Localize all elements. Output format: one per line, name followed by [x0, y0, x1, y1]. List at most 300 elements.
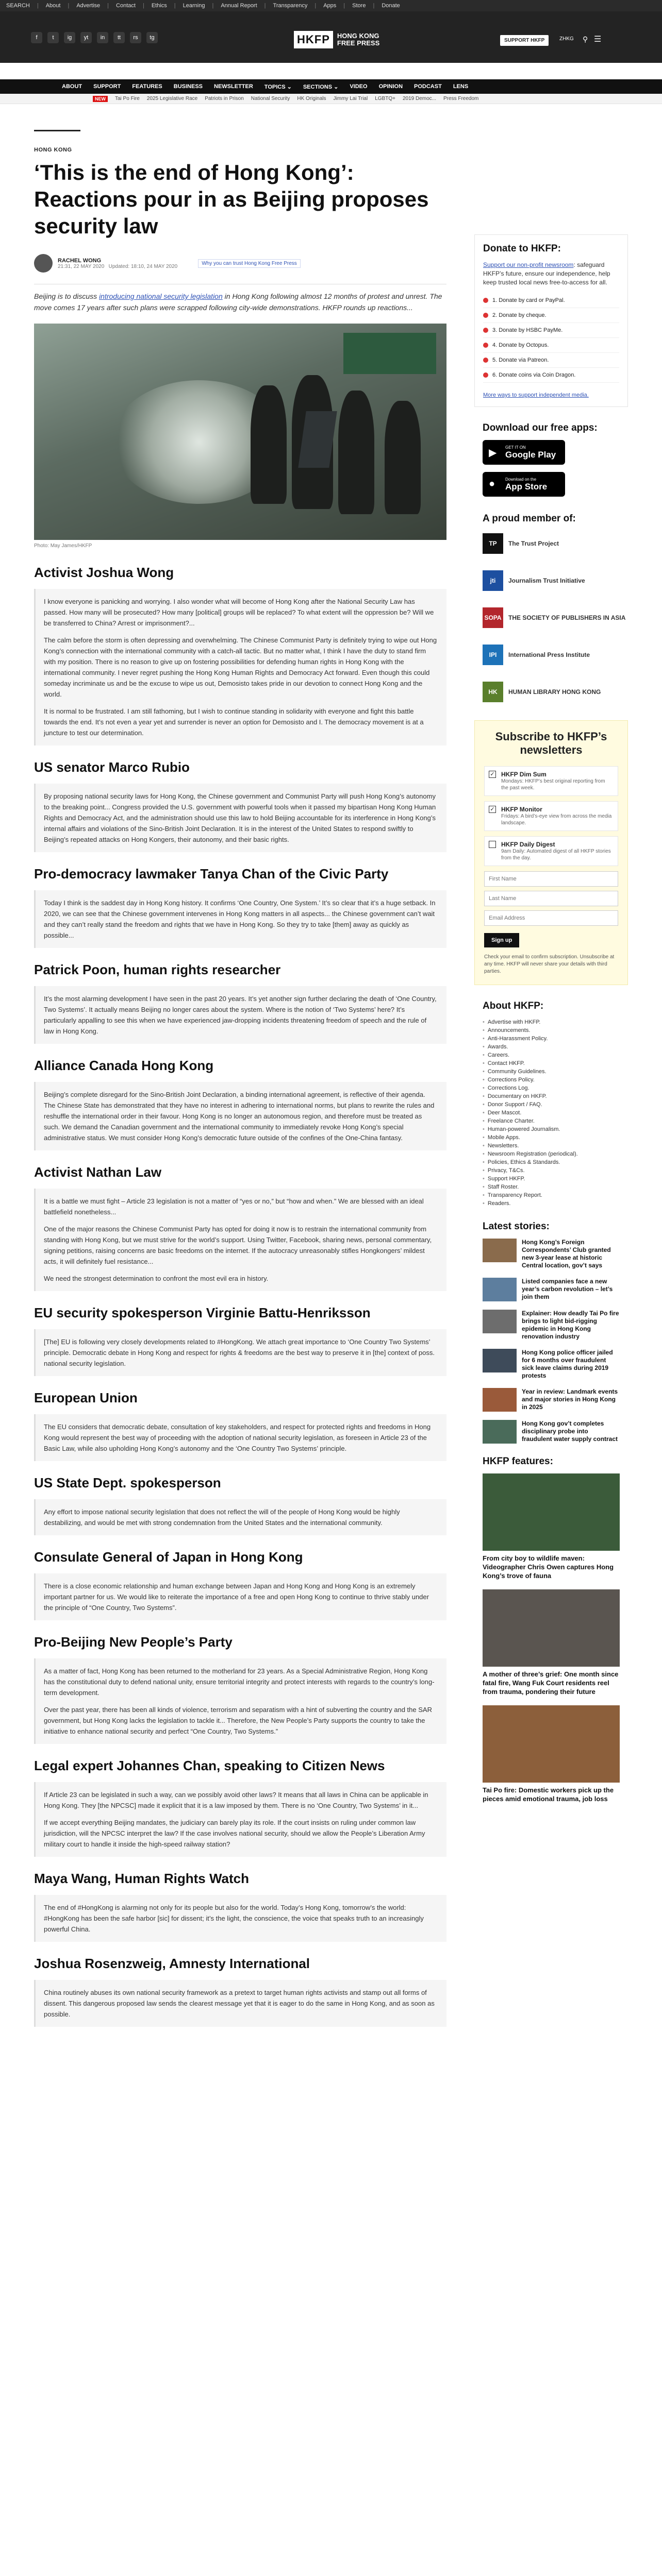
- newsletter-options: [484, 766, 618, 866]
- topbar-apps[interactable]: Apps: [323, 3, 337, 9]
- newsletter-checkbox[interactable]: [489, 841, 496, 848]
- feature-image: [483, 1705, 620, 1783]
- trending-item[interactable]: Patriots in Prison: [205, 96, 244, 101]
- trust-link[interactable]: Why you can trust Hong Kong Free Press: [198, 259, 301, 268]
- topbar-advertise[interactable]: Advertise: [76, 3, 101, 9]
- donate-option[interactable]: [483, 368, 619, 383]
- reaction-block: [34, 866, 446, 948]
- about-hkfp: [474, 1001, 628, 1208]
- reaction-block: [34, 1955, 446, 2027]
- feature-card[interactable]: [483, 1473, 620, 1580]
- tiktok-icon[interactable]: tt: [113, 32, 125, 43]
- app-store-button[interactable]: [483, 472, 565, 497]
- first-name-input[interactable]: [484, 871, 618, 887]
- nav-business[interactable]: BUSINESS: [173, 83, 203, 90]
- about-link[interactable]: [483, 1026, 620, 1035]
- bullet-icon: •: [483, 1200, 485, 1207]
- publish-date-value: 21:31, 22 MAY 2020: [58, 263, 105, 269]
- site-logo[interactable]: [294, 31, 379, 48]
- about-link-label: Awards.: [487, 1044, 508, 1050]
- memberships: [474, 513, 628, 705]
- quote-paragraph: Any effort to impose national security legislation that does not reflect the will of the people of Hong Kong would be highly destabilizing, and would be met with strong condemnation from the United States and the international community.: [44, 1508, 400, 1527]
- member-name: HUMAN LIBRARY HONG KONG: [508, 688, 601, 696]
- about-link-label: Careers.: [487, 1052, 510, 1058]
- nav-support[interactable]: SUPPORT: [93, 83, 121, 90]
- photo-sign: [343, 333, 436, 374]
- newsletter-option[interactable]: [484, 766, 618, 796]
- author-avatar: [34, 254, 53, 273]
- quote-paragraph: I know everyone is panicking and worrying. I also wonder what will become of Hong Kong after the National Security Law has passed. How many will be prosecuted? How many [political] groups will be replaced? To what extent will the oppression be? Will we be transferred to China? Arrest or imprisonment?...: [44, 598, 434, 627]
- google-play-small-label: GET IT ON: [505, 445, 526, 450]
- story-thumbnail: [483, 1420, 517, 1444]
- reaction-block: [34, 1549, 446, 1620]
- story-thumbnail: [483, 1349, 517, 1372]
- google-play-icon: ▶: [489, 447, 497, 459]
- social-links: [31, 32, 158, 43]
- quote-paragraph: It’s the most alarming development I have seen in the past 20 years. It’s yet another sign further declaring the death of ‘One Country, Two Systems’. It actually means Beijing no longer cares about the system. Where is the notion of ‘Two Systems’ here? It’s particularly appalling to see this when we have experienced jaw-dropping incidents threatening freedom of speech and the rule of law in Hong Kong.: [44, 995, 437, 1035]
- utility-bar: SEARCH | About | Advertise | Contact | Ethics | Learning | Annual Report | Transparency | Apps | Store | Donate: [0, 0, 662, 11]
- bullet-icon: •: [483, 1151, 485, 1157]
- about-link-label: Support HKFP.: [487, 1176, 525, 1182]
- reaction-quote: [34, 784, 446, 852]
- bullet-icon: •: [483, 1167, 485, 1174]
- member-logo[interactable]: [483, 679, 628, 705]
- trending-item[interactable]: National Security: [251, 96, 290, 101]
- about-link[interactable]: [483, 1142, 620, 1150]
- about-link-label: Advertise with HKFP.: [487, 1019, 541, 1025]
- reaction-quote: [34, 1782, 446, 1857]
- bullet-icon: •: [483, 1019, 485, 1025]
- quote-paragraph: [The] EU is following very closely developments related to #HongKong. We attach great importance to ‘One Country Two Systems’ principle. Democratic debate in Hong Kong and respect for rights & freedoms are the best way to preserve it in [the] context of poss. national security legislation.: [44, 1338, 435, 1367]
- donate-support-link[interactable]: Support our non-profit newsroom: [483, 261, 574, 268]
- support-hkfp-button[interactable]: SUPPORT HKFP: [500, 35, 549, 46]
- about-link[interactable]: [483, 1125, 620, 1133]
- newsletter-option-desc: Fridays: A bird’s-eye view from across the media landscape.: [501, 814, 612, 826]
- about-link[interactable]: [483, 1100, 620, 1109]
- latest-story[interactable]: [483, 1388, 620, 1412]
- topbar-search[interactable]: SEARCH: [6, 3, 30, 9]
- about-link-label: Mobile Apps.: [487, 1134, 520, 1141]
- about-link[interactable]: [483, 1158, 620, 1166]
- newsletter-option[interactable]: [484, 836, 618, 866]
- about-link-label: Donor Support / FAQ.: [487, 1101, 542, 1108]
- about-link-label: Policies, Ethics & Standards.: [487, 1159, 560, 1165]
- newsletter-checkbox[interactable]: ✓: [489, 771, 496, 778]
- trending-item[interactable]: LGBTQ+: [375, 96, 395, 101]
- latest-story[interactable]: [483, 1239, 620, 1269]
- reaction-quote: [34, 1895, 446, 1942]
- trending-item[interactable]: HK Originals: [297, 96, 326, 101]
- newsletter-checkbox[interactable]: ✓: [489, 806, 496, 813]
- feature-card[interactable]: [483, 1705, 620, 1803]
- about-link-label: Readers.: [487, 1200, 511, 1207]
- bullet-icon: •: [483, 1027, 485, 1033]
- newsletter-option-title: HKFP Dim Sum: [501, 771, 547, 778]
- linkedin-icon[interactable]: in: [97, 32, 108, 43]
- reaction-quote: [34, 1573, 446, 1620]
- bullet-icon: •: [483, 1110, 485, 1116]
- reaction-heading: Joshua Rosenzweig, Amnesty International: [34, 1956, 310, 1971]
- latest-story[interactable]: [483, 1420, 620, 1444]
- reaction-heading: Consulate General of Japan in Hong Kong: [34, 1549, 303, 1565]
- about-link-label: Deer Mascot.: [487, 1110, 522, 1116]
- nav-opinion[interactable]: OPINION: [378, 83, 403, 90]
- quote-paragraph: Today I think is the saddest day in Hong Kong history. It confirms ‘One Country, One System.’ It’s so clear that it’s a huge setback. In 2020, we can see that the Chinese government intervenes in Hong Kong matters in all aspects... the Chinese government can’t wait and they can’t really stand the freedom and rights that we have in Hong Kong. So they try to take [them] away as quickly as possible...: [44, 899, 436, 939]
- about-link-label: Corrections Log.: [487, 1085, 529, 1091]
- donate-icon: [483, 343, 488, 348]
- nav-video[interactable]: VIDEO: [350, 83, 368, 90]
- about-list: [483, 1018, 620, 1208]
- quote-paragraph: One of the major reasons the Chinese Communist Party has opted for doing it now is to restrain the international community from standing with Hong Kong, but we must strive for the world’s support. Using Twitter, Facebook, sharing news, personal commentary, signing petitions, raising concerns are basic freedoms on the internet. If the autocracy unreasonably stifles Hongkongers’ mildest acts, it will definitely fuel resistance...: [44, 1225, 432, 1265]
- newsletter-option-text: [501, 771, 614, 791]
- byline: [34, 254, 446, 273]
- topbar-transparency[interactable]: Transparency: [273, 3, 308, 9]
- quote-paragraph: The EU considers that democratic debate, consultation of key stakeholders, and respect for protected rights and freedoms in Hong Kong would represent the best way of proceeding with the adoption of national security legislation, as foreseen in Article 23 of the Basic Law, while also upholding Hong Kong’s autonomy and the ‘One Country Two Systems’ principle.: [44, 1423, 431, 1452]
- about-link-label: Human-powered Journalism.: [487, 1126, 560, 1132]
- quote-paragraph: We need the strongest determination to confront the most evil era in history.: [44, 1275, 269, 1282]
- quote-paragraph: The calm before the storm is often depressing and overwhelming. The Chinese Communist Party is definitely trying to wipe out Hong Kong’s connection with the international community with a catch-all tactic. But no matter what, I think I have the duty to stand firm with my position. There is no reason to give up on fostering possibilities for defending human rights in Hong Kong with the international community. I never regret pushing the Hong Kong Human Rights and Democracy Act forward. Even though this could someday incriminate us and be the excuse to wipe us out, Demosisto takes pride in our devotion to connect Hong Kong and the world.: [44, 636, 437, 698]
- app-store-label: App Store: [505, 481, 548, 492]
- quote-paragraph: The end of #HongKong is alarming not only for its people but also for the world. Today’s Hong Kong, tomorrow’s the world: #HongKong has been the safe harbor [sic] for dissent; it’s the light, the conscience, the voice that speaks truth to an increasingly powerful China.: [44, 1904, 424, 1933]
- donate-option-label: 4. Donate by Octopus.: [492, 342, 549, 348]
- byline-text: [58, 258, 177, 269]
- reaction-block: [34, 1634, 446, 1744]
- about-link-label: Contact HKFP.: [487, 1060, 525, 1066]
- member-logo[interactable]: [483, 568, 628, 594]
- nav-sections[interactable]: SECTIONS ⌄: [303, 83, 339, 90]
- reaction-block: [34, 759, 446, 852]
- about-link[interactable]: [483, 1150, 620, 1158]
- donate-option[interactable]: [483, 308, 619, 323]
- story-title: Year in review: Landmark events and major stories in Hong Kong in 2025: [522, 1388, 618, 1411]
- lead-link[interactable]: introducing national security legislation: [99, 292, 223, 300]
- bullet-icon: •: [483, 1118, 485, 1124]
- sign-up-button[interactable]: Sign up: [484, 933, 519, 947]
- member-name: THE SOCIETY OF PUBLISHERS IN ASIA: [508, 614, 626, 621]
- reaction-quote: [34, 1658, 446, 1744]
- reaction-block: [34, 1057, 446, 1150]
- latest-stories: [474, 1221, 628, 1803]
- reaction-quote: [34, 1499, 446, 1535]
- bullet-icon: •: [483, 1077, 485, 1083]
- photo-figure: [251, 385, 287, 504]
- article: [34, 130, 446, 2040]
- about-link[interactable]: [483, 1035, 620, 1043]
- reaction-heading: EU security spokesperson Virginie Battu-Henriksson: [34, 1305, 371, 1320]
- reaction-quote: [34, 1189, 446, 1291]
- reaction-block: [34, 1164, 446, 1291]
- reaction-heading: Alliance Canada Hong Kong: [34, 1058, 214, 1073]
- newsletter-option-title: HKFP Monitor: [501, 806, 542, 813]
- story-title: Hong Kong police officer jailed for 6 months over fraudulent sick leave claims during 2019 protests: [522, 1349, 613, 1379]
- author-name[interactable]: RACHEL WONG: [58, 257, 102, 264]
- nav-lens[interactable]: LENS: [453, 83, 469, 90]
- donate-icon: [483, 358, 488, 363]
- donate-option[interactable]: [483, 353, 619, 368]
- about-link-label: Community Guidelines.: [487, 1069, 547, 1075]
- feature-title: From city boy to wildlife maven: Videographer Chris Owen captures Hong Kong’s trove of fauna: [483, 1554, 614, 1580]
- instagram-icon[interactable]: ig: [64, 32, 75, 43]
- quote-paragraph: It is a battle we must fight – Article 23 legislation is not a matter of “yes or no,” but “how and when.” We are blessed with an ideal battlefield nonetheless...: [44, 1197, 424, 1216]
- bullet-icon: •: [483, 1159, 485, 1165]
- about-link[interactable]: [483, 1175, 620, 1183]
- about-link[interactable]: [483, 1084, 620, 1092]
- topbar-about[interactable]: About: [45, 3, 61, 9]
- trending-item[interactable]: 2019 Democ...: [402, 96, 437, 101]
- apps-title: Download our free apps:: [483, 422, 598, 433]
- member-name: International Press Institute: [508, 651, 590, 658]
- photo-figure: [385, 401, 421, 514]
- donate-box: [474, 234, 628, 407]
- reaction-quote: [34, 1414, 446, 1461]
- story-title: Hong Kong’s Foreign Correspondents’ Club granted new 3-year lease at historic Central location, gov’t says: [522, 1239, 611, 1269]
- quote-paragraph: Over the past year, there has been all kinds of violence, terrorism and separatism with a hint of subverting the country and the SAR government, but Hong Kong lacks the legislation to tackle it... Therefore, the New People’s Party supports the country to take the initiative to enhance national security and perfect “One Country, Two Systems.”: [44, 1706, 432, 1735]
- newsletter-option-desc: Mondays: HKFP’s best original reporting from the past week.: [501, 778, 605, 791]
- newsletter-signup: [474, 720, 628, 985]
- about-link[interactable]: [483, 1043, 620, 1051]
- google-play-label: Google Play: [505, 449, 556, 460]
- donate-description: : safeguard HKFP’s future, ensure our independence, help keep trusted local news free-to-access for all.: [483, 261, 610, 286]
- story-title: Listed companies face a new year’s carbon revolution – let’s join them: [522, 1278, 613, 1300]
- newsletter-option-text: [501, 841, 614, 861]
- trending-item[interactable]: Press Freedom: [443, 96, 479, 101]
- about-link[interactable]: [483, 1166, 620, 1175]
- donate-icon: [483, 372, 488, 378]
- about-link[interactable]: [483, 1076, 620, 1084]
- about-link[interactable]: [483, 1133, 620, 1142]
- donate-option[interactable]: [483, 338, 619, 353]
- logo-text: [337, 32, 379, 47]
- about-link-label: Newsroom Registration (periodical).: [487, 1151, 578, 1157]
- story-thumbnail: [483, 1239, 517, 1262]
- trending-nav: [0, 94, 662, 104]
- reaction-heading: Patrick Poon, human rights researcher: [34, 962, 281, 977]
- hamburger-menu-icon[interactable]: ☰: [594, 35, 602, 44]
- reaction-quote: [34, 1980, 446, 2027]
- reaction-heading: Activist Joshua Wong: [34, 565, 174, 580]
- bullet-icon: •: [483, 1060, 485, 1066]
- nav-podcast[interactable]: PODCAST: [414, 83, 442, 90]
- reaction-heading: US senator Marco Rubio: [34, 759, 190, 775]
- latest-title: Latest stories:: [483, 1221, 550, 1232]
- story-thumbnail: [483, 1310, 517, 1333]
- member-logo-mark: TP: [483, 533, 503, 554]
- member-logo[interactable]: [483, 642, 628, 668]
- latest-story[interactable]: [483, 1310, 620, 1341]
- reaction-block: [34, 1475, 446, 1535]
- features-list: [483, 1473, 620, 1803]
- bullet-icon: •: [483, 1192, 485, 1198]
- bullet-icon: •: [483, 1052, 485, 1058]
- about-link-label: Staff Roster.: [487, 1184, 519, 1190]
- google-play-button[interactable]: [483, 440, 565, 465]
- reaction-heading: Pro-democracy lawmaker Tanya Chan of the Civic Party: [34, 866, 389, 882]
- about-link[interactable]: [483, 1191, 620, 1199]
- logo-line-2: FREE PRESS: [337, 39, 380, 47]
- nav-about[interactable]: ABOUT: [62, 83, 82, 90]
- about-title: About HKFP:: [483, 1001, 544, 1011]
- about-link-label: Corrections Policy.: [487, 1077, 535, 1083]
- topbar-donate[interactable]: Donate: [382, 3, 400, 9]
- bullet-icon: •: [483, 1069, 485, 1075]
- donate-icon: [483, 328, 488, 333]
- about-link[interactable]: [483, 1018, 620, 1026]
- more-ways-link[interactable]: More ways to support independent media.: [483, 392, 589, 398]
- feature-image: [483, 1589, 620, 1667]
- article-title: ‘This is the end of Hong Kong’: Reactions pour in as Beijing proposes security law: [34, 160, 429, 238]
- about-link[interactable]: [483, 1067, 620, 1076]
- telegram-icon[interactable]: tg: [146, 32, 158, 43]
- topbar-annual-report[interactable]: Annual Report: [221, 3, 257, 9]
- story-thumbnail: [483, 1278, 517, 1301]
- about-link-label: Anti-Harassment Policy.: [487, 1036, 548, 1042]
- apps-section: [474, 422, 628, 497]
- bullet-icon: •: [483, 1085, 485, 1091]
- lead-text-start: Beijing is to discuss: [34, 292, 100, 300]
- sidebar: [474, 234, 628, 1812]
- publish-date: [58, 264, 177, 269]
- bullet-icon: •: [483, 1143, 485, 1149]
- donate-option[interactable]: [483, 323, 619, 338]
- member-logo-mark: SOPA: [483, 607, 503, 628]
- topbar-learning[interactable]: Learning: [183, 3, 205, 9]
- bullet-icon: •: [483, 1036, 485, 1042]
- about-link-label: Documentary on HKFP.: [487, 1093, 547, 1099]
- member-logo-mark: HK: [483, 682, 503, 702]
- about-link-label: Transparency Report.: [487, 1192, 542, 1198]
- story-thumbnail: [483, 1388, 517, 1412]
- twitter-icon[interactable]: t: [47, 32, 59, 43]
- topbar-contact[interactable]: Contact: [116, 3, 136, 9]
- about-link-label: Freelance Charter.: [487, 1118, 535, 1124]
- quote-paragraph: If Article 23 can be legislated in such a way, can we possibly avoid other laws? It means that all laws in China can be applicable in Hong Kong. They [the NPCSC] made it explicit that it is a law imposed by them. There is no ‘One Country, Two Systems’ in it...: [44, 1791, 428, 1809]
- member-logo-mark: jti: [483, 570, 503, 591]
- trending-item[interactable]: Tai Po Fire: [115, 96, 140, 101]
- about-link[interactable]: [483, 1059, 620, 1067]
- reaction-quote: [34, 1082, 446, 1150]
- language-toggle[interactable]: ZHKG: [559, 36, 574, 42]
- reaction-block: [34, 1389, 446, 1461]
- search-icon[interactable]: ⚲: [583, 35, 588, 43]
- latest-list: [483, 1239, 620, 1444]
- quote-paragraph: If we accept everything Beijing mandates, the judiciary can barely play its role. If the court insists on ruling under common law jurisdiction, will the NPCSC interpret the law? If the case involves national security, should we allow the People’s Liberation Army military court to handle it inside the high-speed railway station?: [44, 1819, 425, 1848]
- donate-icon: [483, 298, 488, 303]
- section-label[interactable]: HONG KONG: [34, 147, 72, 153]
- bullet-icon: •: [483, 1101, 485, 1108]
- about-link[interactable]: [483, 1117, 620, 1125]
- about-link[interactable]: [483, 1199, 620, 1208]
- rss-icon[interactable]: rs: [130, 32, 141, 43]
- facebook-icon[interactable]: f: [31, 32, 42, 43]
- reaction-block: [34, 1870, 446, 1942]
- section-divider: [34, 130, 80, 131]
- feature-card[interactable]: [483, 1589, 620, 1696]
- hero-photo: [34, 324, 446, 540]
- topbar-ethics[interactable]: Ethics: [151, 3, 167, 9]
- reaction-quote: [34, 986, 446, 1044]
- donate-text: [483, 261, 619, 287]
- reaction-heading: European Union: [34, 1390, 138, 1405]
- about-link-label: Newsletters.: [487, 1143, 519, 1149]
- newsletter-option-desc: 9am Daily: Automated digest of all HKFP stories from the day.: [501, 849, 611, 861]
- app-store-small-label: Download on the: [505, 477, 537, 482]
- member-title: A proud member of:: [483, 513, 576, 524]
- email-input[interactable]: [484, 910, 618, 926]
- donate-options: [483, 293, 619, 383]
- member-logo[interactable]: [483, 605, 628, 631]
- features-title: HKFP features:: [483, 1456, 553, 1467]
- reaction-block: [34, 961, 446, 1044]
- trending-item[interactable]: 2025 Legislative Race: [146, 96, 198, 101]
- reaction-sections: [34, 564, 446, 2027]
- donate-title: Donate to HKFP:: [483, 243, 561, 254]
- about-link[interactable]: [483, 1183, 620, 1191]
- about-link[interactable]: [483, 1092, 620, 1100]
- reaction-quote: [34, 890, 446, 948]
- quote-paragraph: As a matter of fact, Hong Kong has been returned to the motherland for 23 years. As a Special Administrative Region, Hong Kong has the constitutional duty to defend national unity, ensure territorial integrity and protect interests with regards to the country’s long-term development.: [44, 1667, 435, 1697]
- reaction-block: [34, 1757, 446, 1857]
- bullet-icon: •: [483, 1176, 485, 1182]
- quote-paragraph: Beijing’s complete disregard for the Sino-British Joint Declaration, a binding international agreement, is reflective of their agenda. The Chinese State has demonstrated that they have no interest in adhering to international norms, but plans to rewrite the rules and reshuffle the international order in their favour. Hong Kong is no longer an autonomous region, and therefore must be treated as such. We demand the Canadian government and the international community to immediately revoke Hong Kong’s special administrative status. We must consider Hong Kong’s democratic future outside of the confines of the One-China fantasy.: [44, 1091, 435, 1142]
- member-logo-mark: IPI: [483, 645, 503, 665]
- reaction-block: [34, 564, 446, 745]
- feature-title: A mother of three’s grief: One month since fatal fire, Wang Fuk Court residents reel from trauma, pondering their future: [483, 1670, 619, 1696]
- about-link-label: Announcements.: [487, 1027, 531, 1033]
- donate-option-label: 6. Donate coins via Coin Dragon.: [492, 372, 576, 378]
- quote-paragraph: There is a close economic relationship and human exchange between Japan and Hong Kong and Hong Kong is an extremely important partner for us. We would like to reiterate the importance of a free and open Hong Kong to continue to thrive stably under the principle of “One Country, Two Systems”.: [44, 1582, 429, 1612]
- member-logo[interactable]: [483, 531, 628, 556]
- about-link[interactable]: [483, 1109, 620, 1117]
- updated-date: Updated: 18:10, 24 MAY 2020: [108, 263, 178, 269]
- trending-item[interactable]: Jimmy Lai Trial: [333, 96, 368, 101]
- nav-features[interactable]: FEATURES: [132, 83, 162, 90]
- apple-icon: ●: [489, 478, 495, 489]
- photo-caption: Photo: May James/HKFP: [34, 543, 92, 549]
- newsletter-note: Check your email to confirm subscription. Unsubscribe at any time. HKFP will never share your details with third parties.: [484, 954, 615, 974]
- member-list: [483, 531, 628, 705]
- quote-paragraph: By proposing national security laws for Hong Kong, the Chinese government and Communist Party will push Hong Kong’s autonomy to the breaking point... Congress provided the U.S. government with powerful tools when it passed my bipartisan Hong Kong Human Rights and Democracy Act, and the administration should use this law to hold Beijing accountable for its interference in Hong Kong’s internal affairs and violations of the Sino-British Joint Declaration. It is in the interest of the United States to respond swiftly to Beijing’s repeated attacks on Hong Kongers, their autonomy, and their basic rights.: [44, 792, 436, 843]
- reaction-quote: [34, 1329, 446, 1376]
- donate-option-label: 1. Donate by card or PayPal.: [492, 297, 565, 303]
- nav-topics[interactable]: TOPICS ⌄: [264, 83, 292, 90]
- topbar-store[interactable]: Store: [352, 3, 366, 9]
- story-title: Explainer: How deadly Tai Po fire brings to light bid-rigging epidemic in Hong Kong renovation industry: [522, 1310, 619, 1340]
- donate-icon: [483, 313, 488, 318]
- latest-story[interactable]: [483, 1278, 620, 1301]
- reaction-heading: Pro-Beijing New People’s Party: [34, 1634, 233, 1650]
- nav-newsletter[interactable]: NEWSLETTER: [214, 83, 253, 90]
- last-name-input[interactable]: [484, 891, 618, 906]
- story-title: Hong Kong gov’t completes disciplinary probe into fraudulent water supply contract: [522, 1420, 618, 1443]
- newsletter-option[interactable]: [484, 801, 618, 831]
- feature-image: [483, 1473, 620, 1551]
- logo-line-1: HONG KONG: [337, 32, 379, 40]
- donate-option[interactable]: [483, 293, 619, 308]
- about-link-label: Privacy, T&Cs.: [487, 1167, 525, 1174]
- bullet-icon: •: [483, 1044, 485, 1050]
- latest-story[interactable]: [483, 1349, 620, 1380]
- reaction-block: [34, 1304, 446, 1376]
- reaction-quote: [34, 589, 446, 745]
- about-link[interactable]: [483, 1051, 620, 1059]
- bullet-icon: •: [483, 1134, 485, 1141]
- masthead: [0, 11, 662, 63]
- bullet-icon: •: [483, 1184, 485, 1190]
- youtube-icon[interactable]: yt: [80, 32, 92, 43]
- reaction-heading: Maya Wang, Human Rights Watch: [34, 1871, 249, 1886]
- bullet-icon: •: [483, 1126, 485, 1132]
- logo-mark: HKFP: [294, 31, 333, 48]
